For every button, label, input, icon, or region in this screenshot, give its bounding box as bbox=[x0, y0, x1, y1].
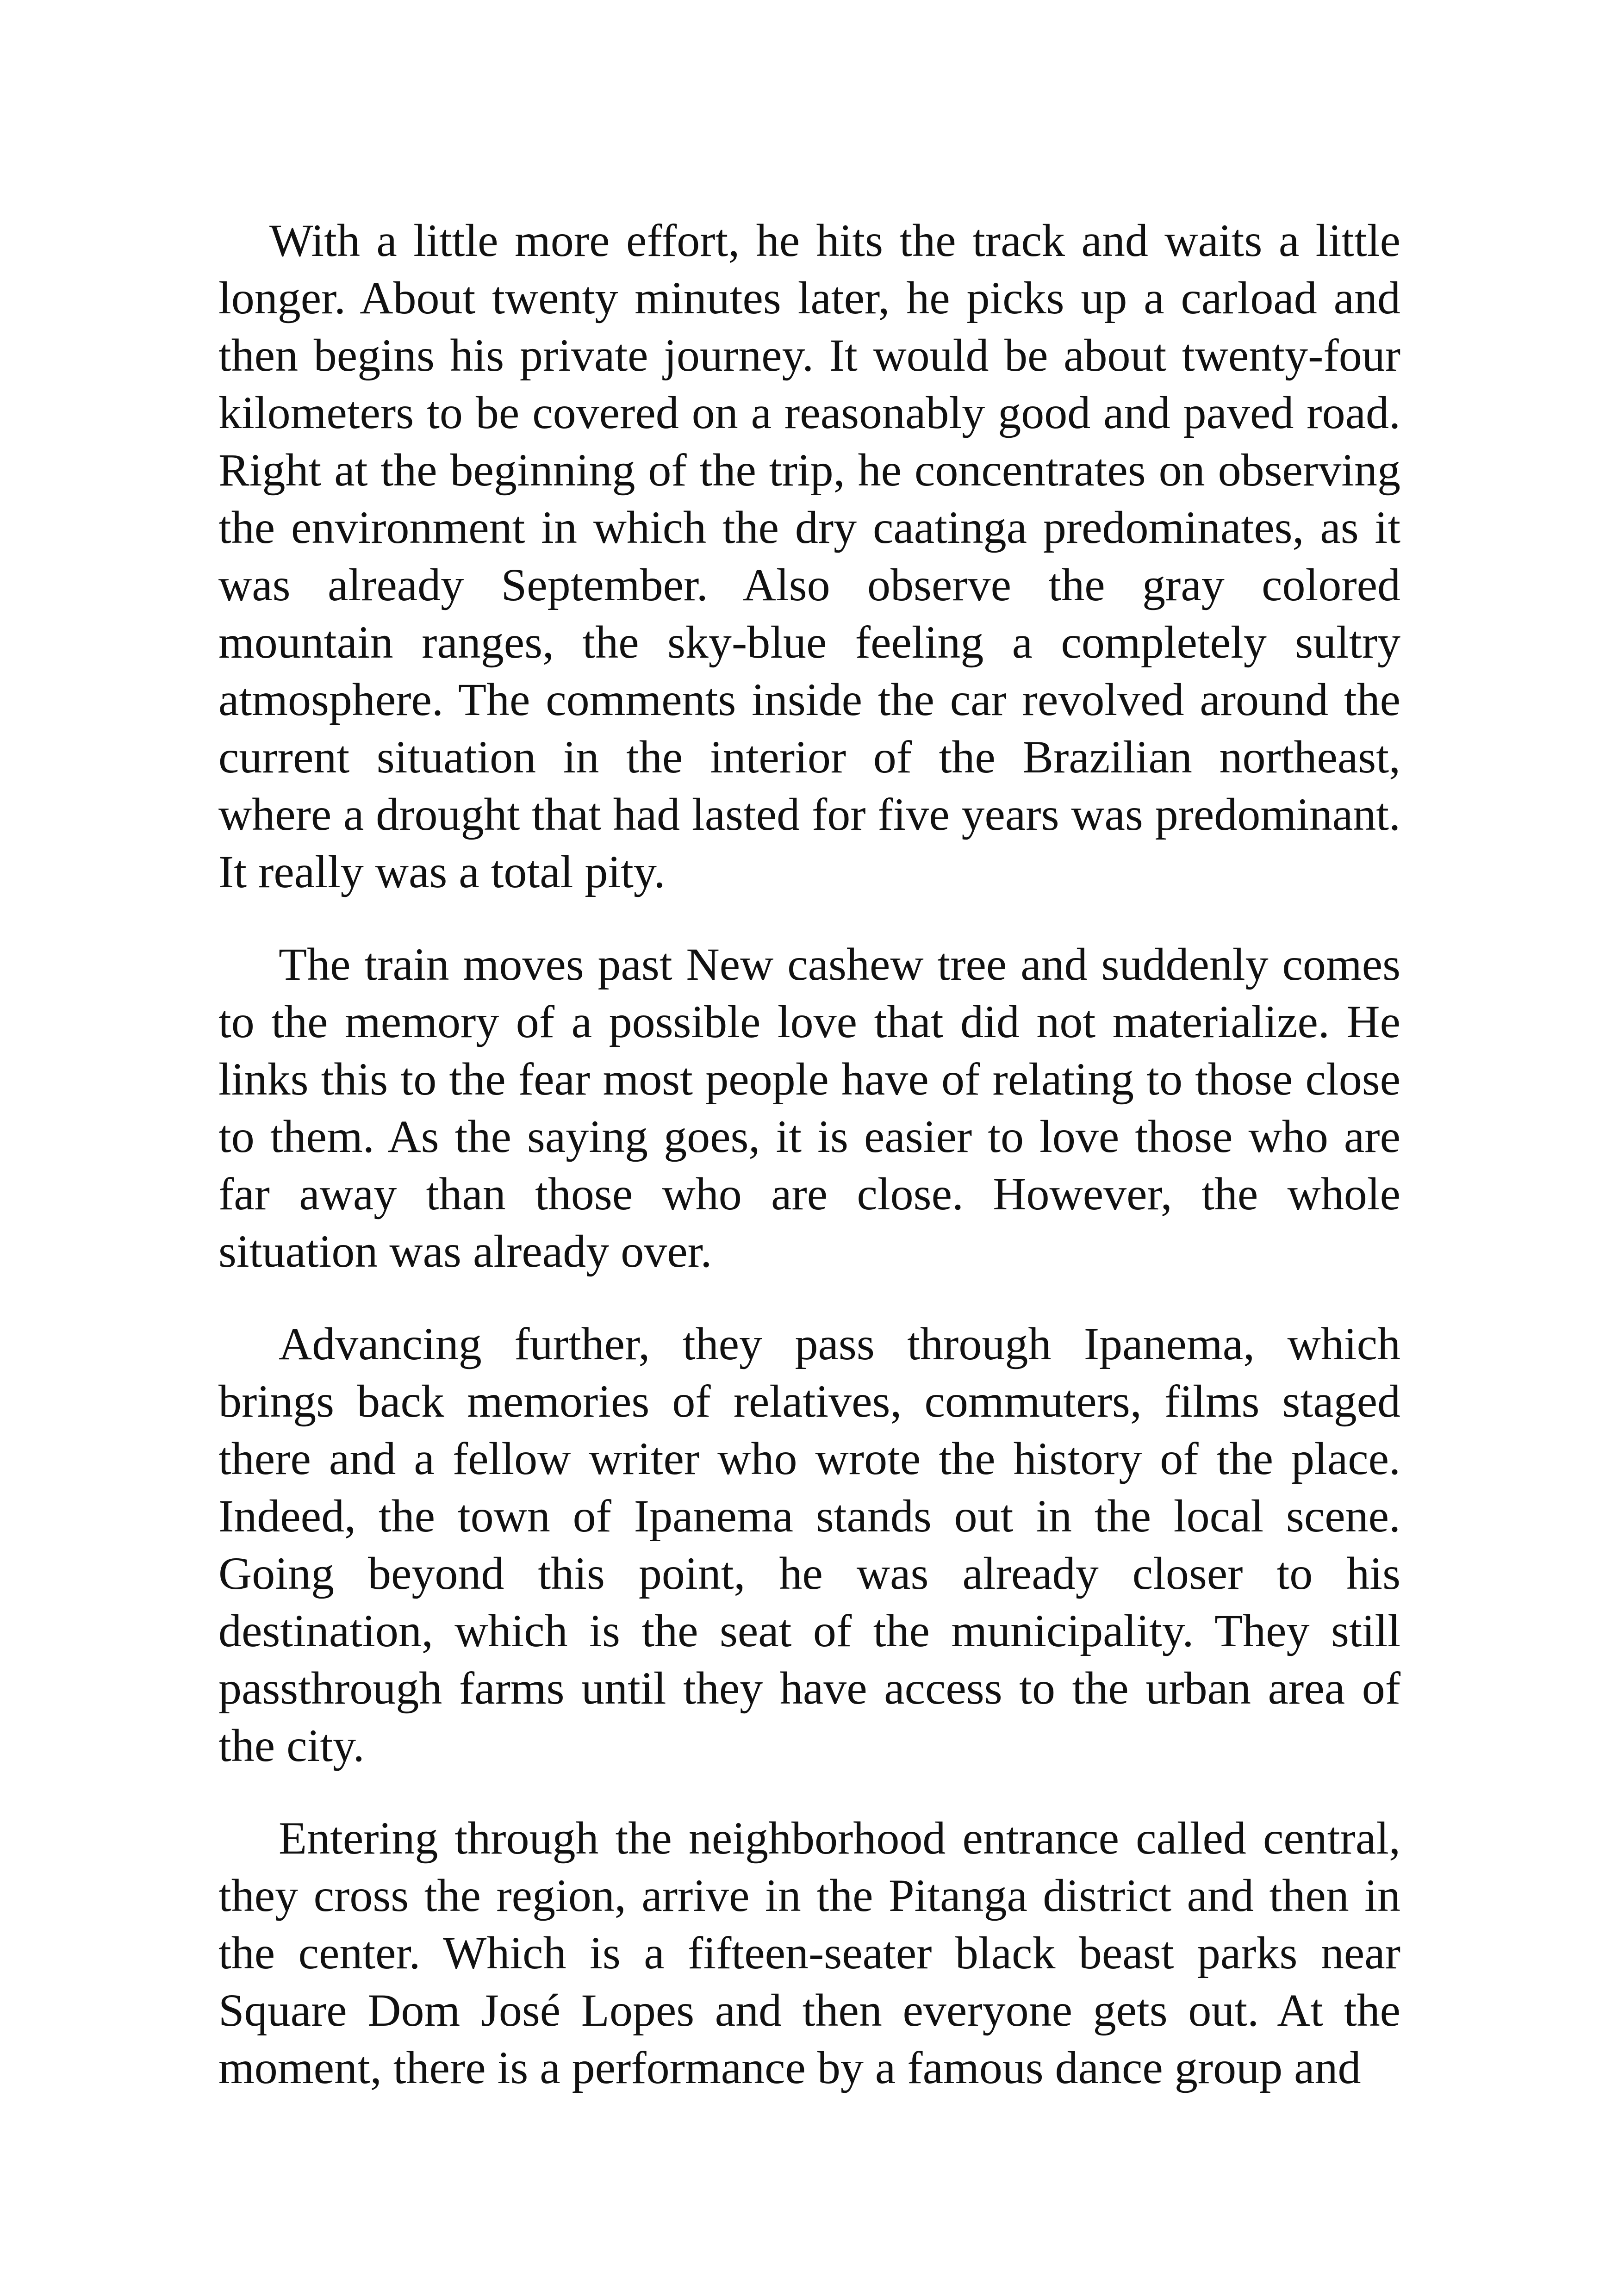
paragraph-3: Advancing further, they pass through Ipanema, which brings back memories of relatives, commuters, films staged there and a fellow writer who wrote the history of the place. Indeed, the town of Ipanema stands out in the local scene. Going beyond this point, he was already closer to his destination, which is the seat of the municipality. They still passthrough farms until they have access to the urban area of the city. bbox=[218, 1318, 1400, 1771]
paragraph-1: With a little more effort, he hits the track and waits a little longer. About twenty minutes later, he picks up a carload and then begins his private journey. It would be about twenty-four kilometers to be covered on a reasonably good and paved road. Right at the beginning of the trip, he concentrates on observing the environment in which the dry caatinga predominates, as it was already September. Also observe the gray colored mountain ranges, the sky-blue feeling a completely sultry atmosphere. The comments inside the car revolved around the current situation in the interior of the Brazilian northeast, where a drought that had lasted for five years was predominant. It really was a total pity. bbox=[218, 215, 1400, 897]
paragraph-4: Entering through the neighborhood entrance called central, they cross the region, arrive in the Pitanga district and then in the center. Which is a fifteen-seater black beast parks near Square Dom José Lopes and then everyone gets out. At the moment, there is a performance by a famous dance group and bbox=[218, 1812, 1400, 2093]
paragraph-2: The train moves past New cashew tree and suddenly comes to the memory of a possible love that did not materialize. He links this to the fear most people have of relating to those close to them. As the saying goes, it is easier to love those who are far away than those who are close. However, the whole situation was already over. bbox=[218, 939, 1400, 1277]
body-text bbox=[218, 212, 1400, 2097]
